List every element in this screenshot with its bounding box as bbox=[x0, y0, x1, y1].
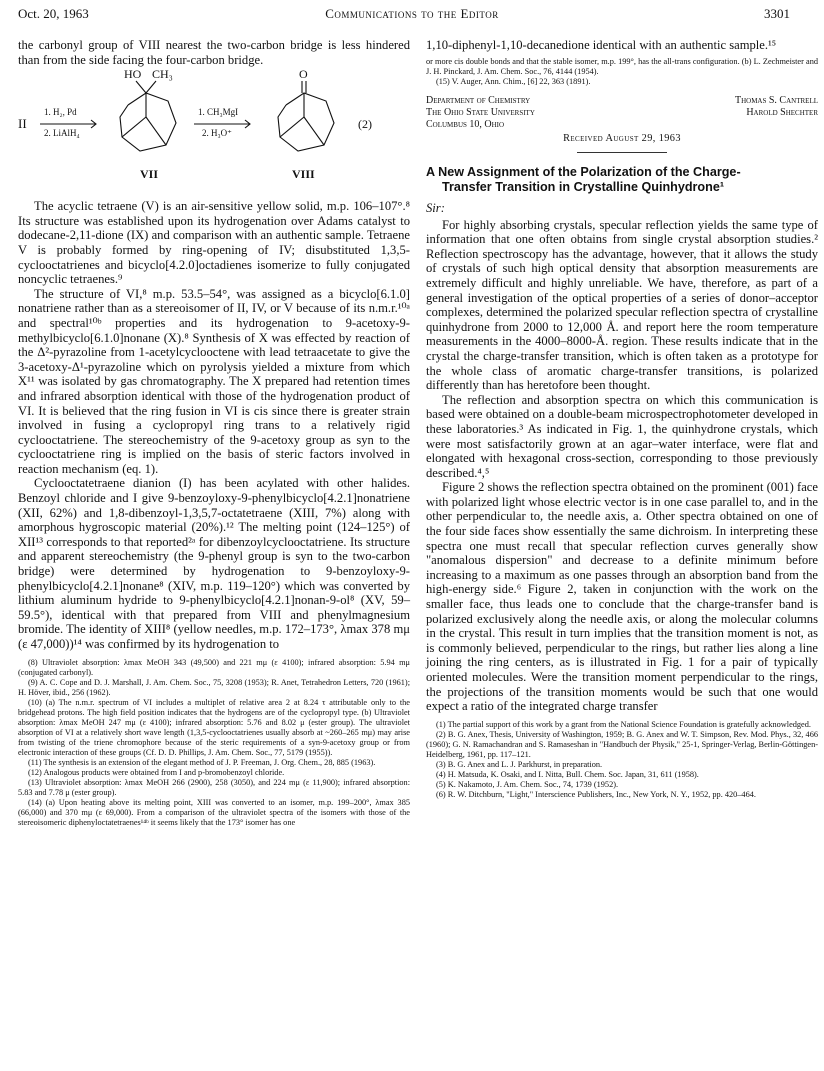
article-title-line1: A New Assignment of the Polarization of the Charge- bbox=[426, 164, 741, 179]
left-column bbox=[18, 38, 410, 828]
intro-paragraph: the carbonyl group of VIII nearest the two-carbon bridge is less hindered than from the side facing the four-carbon bridge. bbox=[18, 38, 410, 67]
scheme-arrow1-bottom: 2. LiAlH₄ bbox=[44, 128, 80, 139]
affiliation-city: Columbus 10, Ohio bbox=[426, 118, 505, 130]
scheme-compound-ii: II bbox=[18, 116, 27, 132]
paragraph-spectra-method: The reflection and absorption spectra on which this communication is based were obtained on a double-beam microspectrophotometer developed in these laboratories.³ As indicated in Fig. 1, the quinhydrone crystals, which were most satisfactorily grown at an agar–water interface, were flat and elongated with hexagonal cross-section, corresponding to those previously described.⁴,⁵ bbox=[426, 392, 818, 480]
right-footnotes bbox=[426, 720, 818, 800]
reaction-scheme bbox=[18, 67, 410, 189]
paragraph-figure-2: Figure 2 shows the reflection spectra obtained on the prominent (001) face with polarized light whose electric vector is in one case parallel to, and in the other perpendicular to, the needle axis, a. Other spectra obtained on one of the four side faces show essentially the same dichroism. In interpreting these spectra one must recall that specular reflection curves generally show "anomalous dispersion" and decrease to a definite minimum before increasing to a maximum as one passes through an absorption band from the high-energy side.⁶ Figure 2, taken in conjunction with the work on the smaller face, thus leads one to conclude that the charge-transfer band is polarized exclusively along the needle axis, or along the molecular columns in the crystal. This result in turn implies that the transition moment is not, as is commonly believed, perpendicular to the rings, but rather lies along a line joining the ring centers, as is illustrated in Fig. 1 for a pair of typically oriented molecules. Were the transition moment perpendicular to the rings, the projections of the transition moments would be such that one would expect a ratio of the integrated charge transfer bbox=[426, 480, 818, 714]
footnote-15: (15) V. Auger, Ann. Chim., [6] 22, 363 (1891). bbox=[436, 76, 591, 86]
footnote-r3: (3) B. G. Anex and L. J. Parkhurst, in preparation. bbox=[436, 759, 603, 769]
author-cantrell: Thomas S. Cantrell bbox=[734, 94, 818, 106]
footnote-13: (13) Ultraviolet absorption: λmax MeOH 266 (2900), 258 (3050), and 224 mμ (ε 11,900); infrared absorption: 5.83 and 7.78 μ (ester group). bbox=[18, 777, 410, 797]
footnote-r5: (5) K. Nakamoto, J. Am. Chem. Soc., 74, 1739 (1952). bbox=[436, 779, 619, 789]
affiliation-department: Department of Chemistry bbox=[426, 94, 531, 106]
scheme-label-viii: VIII bbox=[292, 167, 315, 182]
scheme-arrow1-top: 1. H₂, Pd bbox=[44, 107, 77, 118]
left-footnotes bbox=[18, 658, 410, 828]
scheme-arrow2-top: 1. CH₃MgI bbox=[198, 107, 239, 118]
paragraph-dianion: Cyclooctatetraene dianion (I) has been acylated with other halides. Benzoyl chloride and I give 9-benzoyloxy-9-phenylbicyclo[4.2.1]nonatriene (XII, 62%) and 1,8-dibenzoyl-1,3,5,7-octatetraene (XIII, 7%) along with amorphous hygroscopic material (20%).¹² The melting point (124–125°) of XII¹³ corresponds to that reported²ᵃ for dibenzoylcyclooctatriene. Its structure and apparent stereochemistry (the 9-phenyl group is syn to the two-carbon bridge) were determined by hydrogenation to 9-benzoyloxy-9-phenylbicyclo[4.2.1]nonane⁸ (XIV, m.p. 119–120°) which was converted by lithium aluminum hydride to 9-phenylbicyclo[4.2.1]nonan-9-ol⁸ (XV, 59–59.5°), identical with that prepared from VIII and phenylmagnesium bromide. The identity of XIII⁸ (yellow needles, m.p. 172–173°, λmax 378 mμ (ε 47,000))¹⁴ was confirmed by its hydrogenation to bbox=[18, 476, 410, 651]
scheme-viii-oxygen: O bbox=[299, 67, 308, 82]
footnote-14: (14) (a) Upon heating above its melting point, XIII was converted to an isomer, m.p. 199–200°, λmax 385 (66,000) and 370 mμ (ε 69,000). From a comparison of the ultraviolet spectra of the isomers with those of the stereoisomeric diphenyloctatetraenes¹⁴ᵇ it seems likely that the 173° isomer has one bbox=[18, 797, 410, 827]
footnote-10: (10) (a) The n.m.r. spectrum of VI includes a multiplet of relative area 2 at 8.24 τ attributable only to the bridgehead protons. The high field position indicates that the hydrogens are of the cyclopropyl type. (b) Ultraviolet absorption: λmax MeOH 247 mμ (ε 4100); infrared absorption: 5.76 and 8.02 μ (ester group). The ultraviolet absorption of VI at a relatively short wave length (1,3,5-cyclooctatrienes usually absorb at ~260–265 mμ) may arise from twisting of the triene chromophore because of the steric requirements of a syn-9-acetoxy group or from electronic interaction of these groups (Cf. D. D. Phillips, J. Am. Chem. Soc., 77, 5179 (1955)). bbox=[18, 697, 410, 757]
scheme-label-vii: VII bbox=[140, 167, 159, 182]
footnote-r2: (2) B. G. Anex, Thesis, University of Washington, 1959; B. G. Anex and W. T. Simpson, Rev. Mod. Phys., 32, 466 (1960); G. N. Ramachandran and S. Ramaseshan in "Handbuch der Physik," 25-1, Springer-Verlag, Berlin-Göttingen-Heidelberg, 1961, pp. 117–121. bbox=[426, 729, 818, 759]
affiliation-university: The Ohio State University bbox=[426, 106, 535, 118]
scheme-arrow2-bottom: 2. H₃O⁺ bbox=[202, 128, 232, 139]
author-shechter: Harold Shechter bbox=[746, 106, 818, 118]
section-divider bbox=[577, 152, 667, 153]
article-title-line2: Transfer Transition in Crystalline Quinhydrone¹ bbox=[442, 179, 725, 194]
salutation: Sir: bbox=[426, 200, 445, 215]
continued-paragraph: 1,10-diphenyl-1,10-decanedione identical with an authentic sample.¹⁵ bbox=[426, 38, 777, 52]
footnote-r4: (4) H. Matsuda, K. Osaki, and I. Nitta, Bull. Chem. Soc. Japan, 31, 611 (1958). bbox=[436, 769, 699, 779]
footnote-r6: (6) R. W. Ditchburn, "Light," Interscience Publishers, Inc., New York, N. Y., 1952, pp. 420–464. bbox=[436, 789, 756, 799]
paragraph-structure-vi: The structure of VI,⁸ m.p. 53.5–54°, was assigned as a bicyclo[6.1.0] nonatriene rather than as a stereoisomer of II, IV, or V because of its n.m.r.¹⁰ᵃ and spectral¹⁰ᵇ properties and its hydrogenation to 9-acetoxy-9-methylbicyclo[6.1.0]nonane (X).⁸ Synthesis of X was effected by reaction of the Δ²-pyrazoline from 1-acetylcyclooctene with lead tetraacetate to give the 3-acetoxy-Δ¹-pyrazoline which on pyrolysis yielded a mixture from which X¹¹ was isolated by gas chromatography. The X prepared had retention times and infrared absorption identical with those of the hydrogenation product of VI. It is believed that the ring fusion in VI is cis since there is greater strain involved in fusing a cyclopropyl ring trans to a relatively rigid cyclooctatriene. The stereochemistry of the 9-acetoxy group as syn to the cyclooctatriene ring is implied on the basis of steric factors involved in reaction mechanism (eq. 1). bbox=[18, 286, 410, 476]
paragraph-tetraene: The acyclic tetraene (V) is an air-sensitive yellow solid, m.p. 106–107°.⁸ Its structure was established upon its hydrogenation over Adams catalyst to dodecane-2,11-dione (IX) and comparison with an authentic sample. Tetraene V is probably formed by ring-opening of IV; disubstituted 1,3,5-cyclooctatrienes and bicyclo[4.2.0]octadienes isomerize to fully conjugated noncyclic tetraenes.⁹ bbox=[18, 199, 410, 287]
equation-number: (2) bbox=[358, 117, 372, 132]
right-column bbox=[426, 38, 818, 800]
scheme-vii-ch3: CH₃ bbox=[152, 67, 173, 82]
header-section: Communications to the Editor bbox=[325, 6, 499, 21]
header-date: Oct. 20, 1963 bbox=[18, 6, 89, 21]
article-title bbox=[426, 165, 818, 195]
footnote-9: (9) A. C. Cope and D. J. Marshall, J. Am. Chem. Soc., 75, 3208 (1953); R. Anet, Tetrahedron Letters, 720 (1961); H. Höver, ibid., 256 (1962). bbox=[18, 677, 410, 697]
footnote-12: (12) Analogous products were obtained from I and p-bromobenzoyl chloride. bbox=[28, 767, 285, 777]
affiliation-block bbox=[426, 95, 818, 131]
paragraph-reflection-intro: For highly absorbing crystals, specular reflection yields the same type of information that one often obtains from single crystal absorption studies.² Reflection spectroscopy has the advantage, however, that it allows the study of crystals of such high optical density that absorption measurements are extremely difficult and highly unreliable. We have, therefore, as part of a general investigation of the optical properties of a series of donor–acceptor complexes, determined the polarized specular reflection spectra of crystalline quinhydrone from 2000 to 12,000 Å. and report here the room temperature measurements in the 4000–8000-Å. region. These results indicate that in the crystal the charge-transfer transition, which is often taken as a prototype for the whole class of aromatic charge-transfer transitions, is polarized differently than has heretofore been thought. bbox=[426, 217, 818, 393]
footnote-8: (8) Ultraviolet absorption: λmax MeOH 343 (49,500) and 221 mμ (ε 4100); infrared absorption: 5.94 mμ (conjugated carbonyl). bbox=[18, 657, 410, 677]
right-top-footnotes bbox=[426, 57, 818, 87]
received-date: Received August 29, 1963 bbox=[563, 132, 681, 144]
footnote-r1: (1) The partial support of this work by a grant from the National Science Foundation is gratefully acknowledged. bbox=[436, 719, 811, 729]
footnote-14-cont: or more cis double bonds and that the stable isomer, m.p. 199°, has the all-trans configuration. (b) L. Zechmeister and J. H. Pinckard, J. Am. Chem. Soc., 76, 4144 (1954). bbox=[426, 56, 818, 76]
header-page-number: 3301 bbox=[764, 6, 790, 21]
scheme-vii-ho: HO bbox=[124, 67, 142, 82]
footnote-11: (11) The synthesis is an extension of the elegant method of J. P. Freeman, J. Org. Chem., 28, 885 (1963). bbox=[28, 757, 376, 767]
